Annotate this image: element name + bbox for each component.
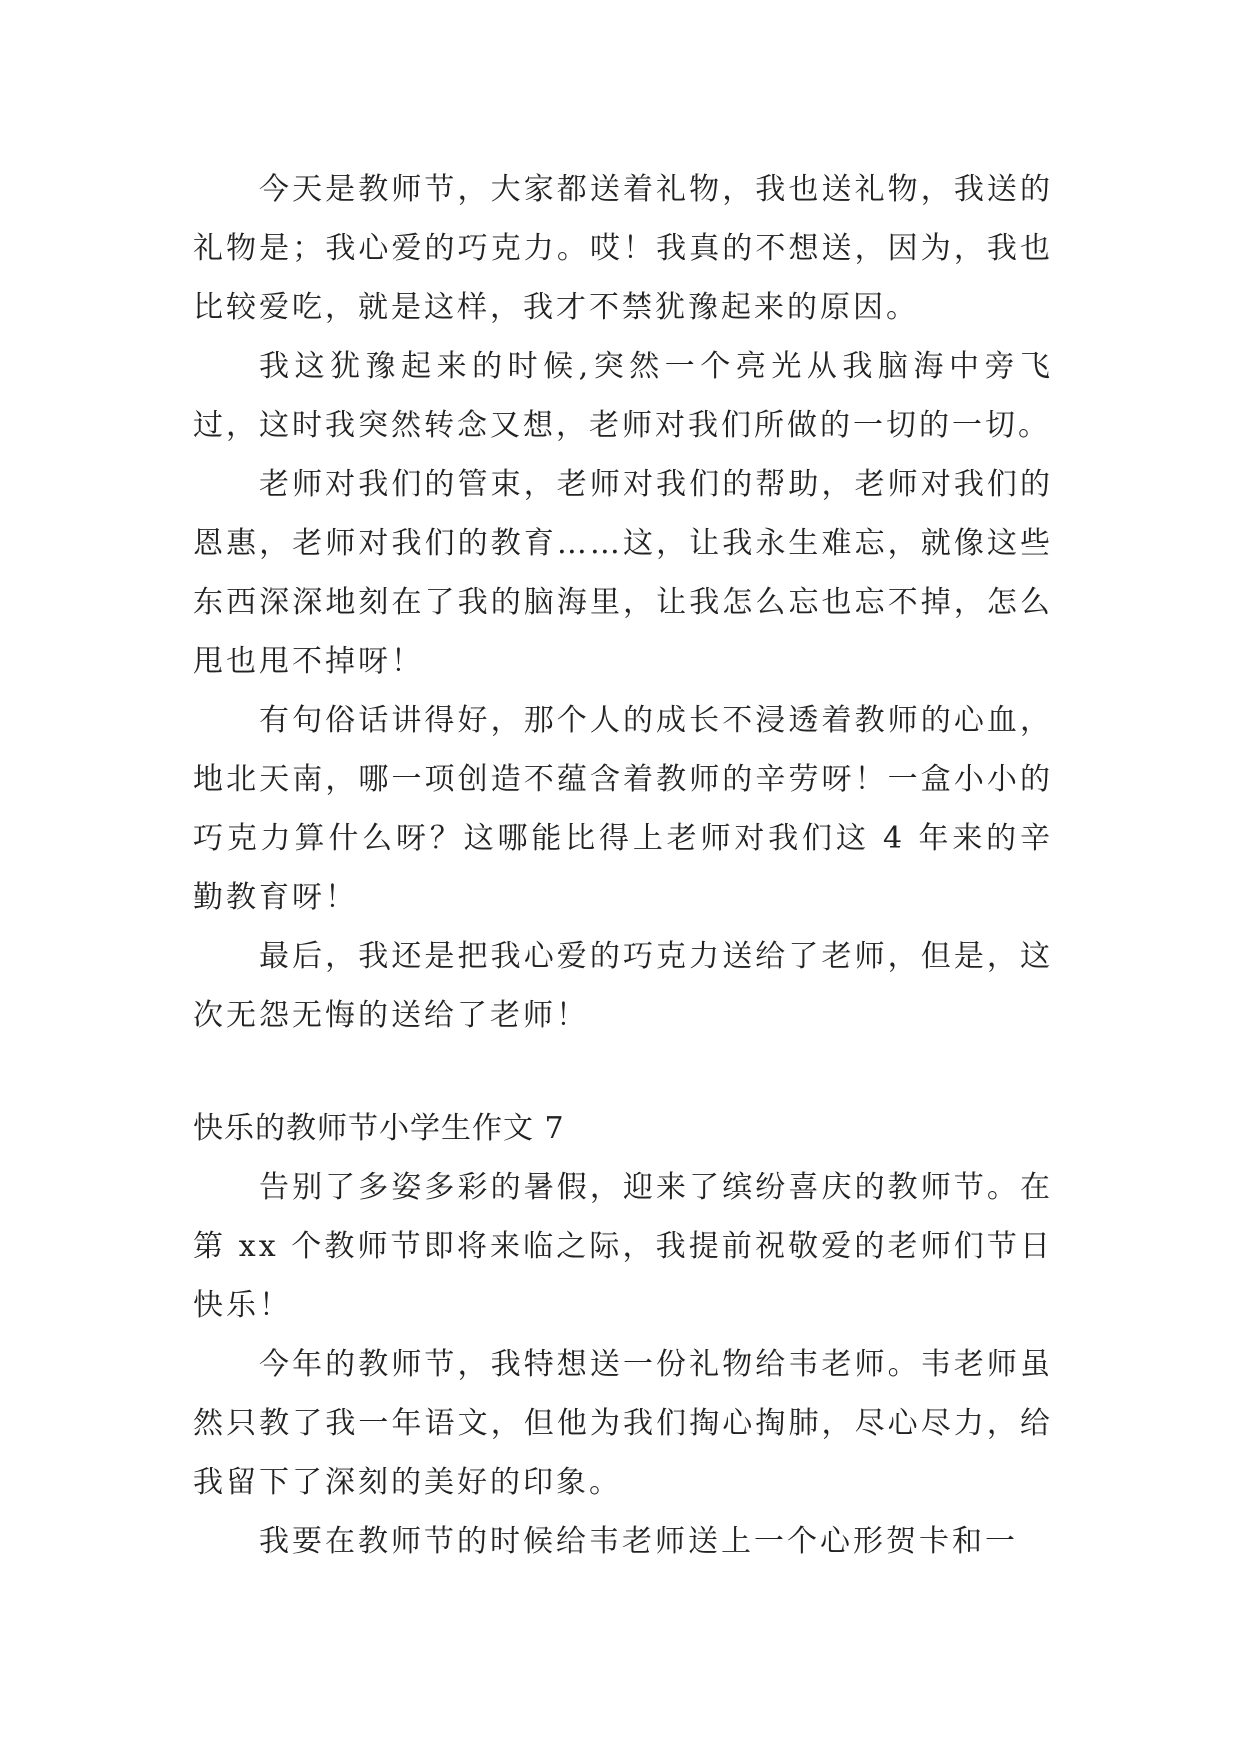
paragraph-3: 老师对我们的管束，老师对我们的帮助，老师对我们的恩惠，老师对我们的教育……这，让我永生难忘，就像这些东西深深地刻在了我的脑海里，让我怎么忘也忘不掉，怎么甩也甩不掉呀！ xyxy=(193,467,1053,679)
paragraph-8: 我要在教师节的时候给韦老师送上一个心形贺卡和一 xyxy=(259,1524,1018,1559)
paragraph-7: 今年的教师节，我特想送一份礼物给韦老师。韦老师虽然只教了我一年语文，但他为我们掏心掏肺，尽心尽力，给我留下了深刻的美好的印象。 xyxy=(193,1347,1053,1500)
paragraph-6: 告别了多姿多彩的暑假，迎来了缤纷喜庆的教师节。在第 xx 个教师节即将来临之际，我提前祝敬爱的老师们节日快乐！ xyxy=(193,1170,1053,1323)
paragraph-1: 今天是教师节，大家都送着礼物，我也送礼物，我送的礼物是；我心爱的巧克力。哎！我真的不想送，因为，我也比较爱吃，就是这样，我才不禁犹豫起来的原因。 xyxy=(193,172,1053,325)
section-spacer xyxy=(193,1045,1053,1099)
paragraph-5: 最后，我还是把我心爱的巧克力送给了老师，但是，这次无怨无悔的送给了老师！ xyxy=(193,939,1053,1033)
paragraph-4: 有句俗话讲得好，那个人的成长不浸透着教师的心血，地北天南，哪一项创造不蕴含着教师的辛劳呀！一盒小小的巧克力算什么呀？这哪能比得上老师对我们这 4 年来的辛勤教育呀！ xyxy=(193,703,1053,915)
paragraph-2: 我这犹豫起来的时候,突然一个亮光从我脑海中旁飞过，这时我突然转念又想，老师对我们所做的一切的一切。 xyxy=(193,349,1053,443)
document-body xyxy=(193,160,1053,1571)
section-title: 快乐的教师节小学生作文 7 xyxy=(193,1111,565,1146)
